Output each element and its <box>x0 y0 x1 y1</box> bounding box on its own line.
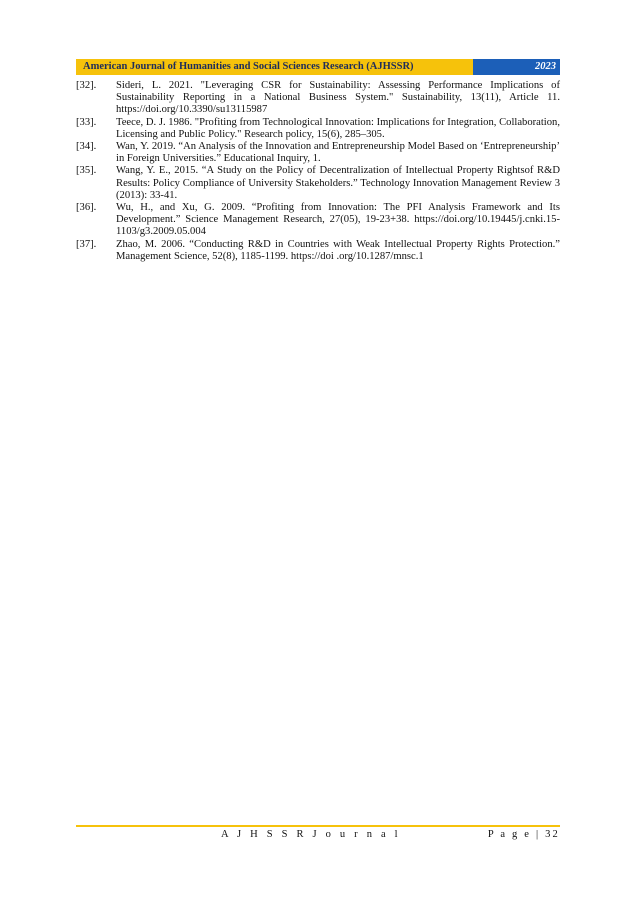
reference-number: [33]. <box>76 116 97 128</box>
reference-item <box>76 117 560 141</box>
reference-text: Teece, D. J. 1986. "Profiting from Technological Innovation: Implications for Integration, Collaboration, Licensing and Public Policy." Research policy, 15(6), 285–305. <box>116 116 560 140</box>
reference-item <box>76 239 560 263</box>
footer-journal-name: A J H S S R J o u r n a l <box>221 829 401 840</box>
reference-number: [37]. <box>76 238 97 250</box>
reference-number: [34]. <box>76 141 97 153</box>
reference-number: [35]. <box>76 165 97 177</box>
reference-text: Wu, H., and Xu, G. 2009. “Profiting from Innovation: The PFI Analysis Framework and Its Development.” Science Management Research, 27(05), 19-23+38. https://doi.org/10.19445/j.cnki.15-1103/g3.2009.05.004 <box>116 202 560 238</box>
page-footer <box>76 829 560 845</box>
reference-number: [32]. <box>76 80 97 91</box>
journal-title: American Journal of Humanities and Social Sciences Research (AJHSSR) <box>76 59 473 75</box>
footer-divider <box>76 825 560 827</box>
reference-text: Sideri, L. 2021. "Leveraging CSR for Sustainability: Assessing Performance Implications of Sustainability Reporting in a National Business System." Sustainability, 13(11), Article 11. https://doi.org/10.3390/su13115987 <box>116 80 560 116</box>
page-header <box>76 59 560 75</box>
reference-item <box>76 165 560 202</box>
reference-text: Wan, Y. 2019. “An Analysis of the Innovation and Entrepreneurship Model Based on ‘Entrepreneurship’ in Foreign Universities.” Educational Inquiry, 1. <box>116 141 560 165</box>
reference-list <box>76 80 560 263</box>
reference-number: [36]. <box>76 202 97 214</box>
reference-item <box>76 141 560 165</box>
publication-year: 2023 <box>473 59 560 75</box>
page-number: P a g e | 32 <box>487 829 560 840</box>
reference-text: Zhao, M. 2006. “Conducting R&D in Countries with Weak Intellectual Property Rights Protection.” Management Science, 52(8), 1185-1199. https://doi .org/10.1287/mnsc.1 <box>116 238 560 262</box>
reference-text: Wang, Y. E., 2015. “A Study on the Policy of Decentralization of Intellectual Property Rightsof R&D Results: Policy Compliance of University Stakeholders.” Technology Innovation Management Review 3 (2013): 33-41. <box>116 165 560 201</box>
reference-item <box>76 202 560 239</box>
reference-item <box>76 80 560 117</box>
